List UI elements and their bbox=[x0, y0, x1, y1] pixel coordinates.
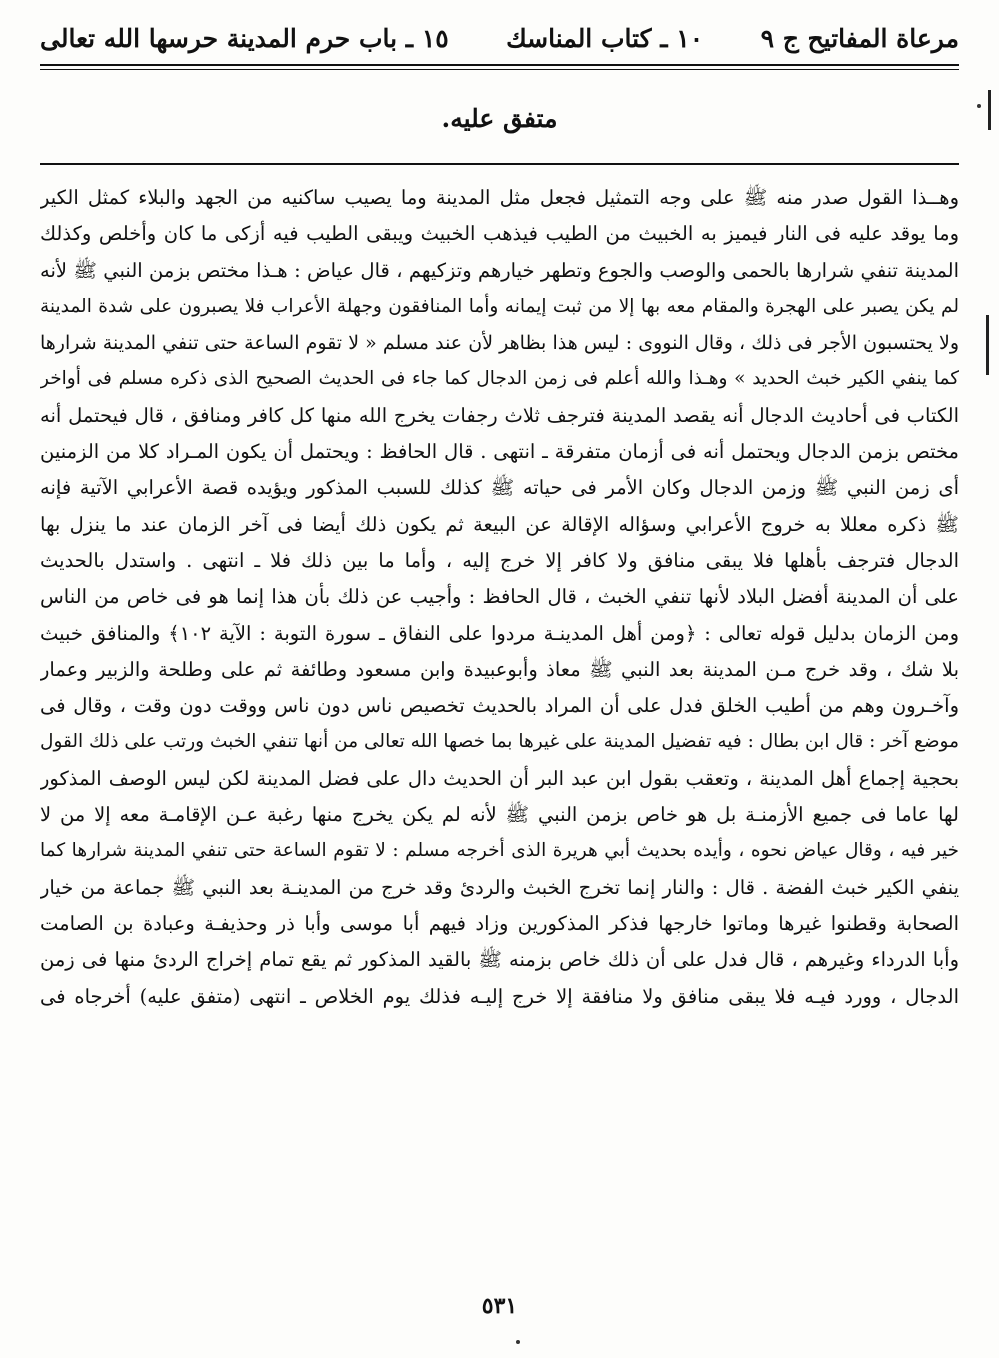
text-line: الصحابة وقطنوا غيرها وماتوا خارجها فذكر المذكورين وزاد فيهم أبا موسى وأبا ذر وحذيفـة وعبادة بن الصامت bbox=[40, 911, 959, 935]
text-line: ﷺ ذكره معللا به خروج الأعرابي وسؤاله الإقالة عن البيعة ثم يكون ذلك أيضا فى آخر الزمان عند ما ينزل بها bbox=[40, 512, 959, 536]
running-header bbox=[40, 18, 959, 58]
text-line: كما ينفي الكير خبث الحديد » وهـذا والله أعلم فى زمن الدجال كما جاء فى الحديث الصحيح الذى ذكره مسلم فى أواخر bbox=[40, 368, 959, 390]
margin-mark bbox=[988, 90, 991, 130]
text-line: وآخـرون وهم من أطيب الخلق فدل على أن المراد بالحديث تخصيص ناس دون ناس ووقت دون وقت ، وقال فى bbox=[40, 694, 959, 718]
text-line: مختص بزمن الدجال ويحتمل أنه فى أزمان متفرقة ـ انتهى . قال الحافظ : ويحتمل أن يكون المـراد كلا من الزمنين bbox=[40, 440, 959, 464]
margin-mark bbox=[986, 315, 989, 375]
text-line: ولا يحتسبون الأجر فى ذلك ، وقال النووى : ليس هذا بظاهر لأن عند مسلم « لا تقوم الساعة حتى تنفي المدينة شرارها bbox=[40, 332, 959, 355]
text-line: لها عاما فى جميع الأزمنـة بل هو خاص بزمن النبي ﷺ لأنه لم يكن يخرج منها رغبة عـن الإقامـة معه إلا من لا bbox=[40, 803, 959, 827]
speck bbox=[977, 104, 981, 108]
text-line: الدجال ، وورد فيـه فلا يبقى منافق ولا منافقة إلا خرج إليـه فذلك يوم الخلاص ـ انتهى (متفق عليه) أخرجاه فى bbox=[40, 984, 959, 1008]
text-line: أى زمن النبي ﷺ وزمن الدجال وكان الأمر فى حياته ﷺ كذلك للسبب المذكور ويؤيده قصة الأعرابي الآتية فإنه bbox=[40, 476, 959, 500]
text-line: موضع آخر : قال ابن بطال : فيه تفضيل المدينة على غيرها بما خصها الله تعالى من أنها تنفي الخبث ورتب على ذلك القول bbox=[40, 731, 959, 753]
text-line: بلا شك ، وقد خرج مـن المدينة بعد النبي ﷺ معاذ وأبوعبيدة وابن مسعود وطائفة ثم على وطلحة والزبير وعمار bbox=[40, 657, 959, 681]
header-book-volume: مرعاة المفاتيح ج ٩ bbox=[760, 23, 959, 53]
text-line: الكتاب فى أحاديث الدجال أنه يقصد المدينة فترجف ثلاث رجفات يخرج الله منها كل كافر ومنافق ، قال فيحتمل أنه bbox=[40, 403, 959, 427]
text-line: على أن المدينة أفضل البلاد لأنها تنفي الخبث ، قال الحافظ : وأجيب عن ذلك بأن هذا إنما هو فى خاص من الناس bbox=[40, 585, 959, 609]
text-line: وأبا الدرداء وغيرهم ، قال فدل على أن ذلك خاص بزمنه ﷺ بالقيد المذكور ثم يقع تمام إخراج الردئ منها فى زمن bbox=[40, 948, 959, 972]
speck bbox=[516, 1340, 520, 1344]
text-line: خير فيه ، وقال عياض نحوه ، وأيده بحديث أبي هريرة الذى أخرجه مسلم : لا تقوم الساعة حتى تنفي المدينة شرارها كما bbox=[40, 840, 959, 862]
text-line: ومن الزمان بدليل قوله تعالى : ﴿ومن أهل المدينـة مردوا على النفاق ـ سورة التوبة : الآية ١٠٢﴾ والمنافق خبيث bbox=[40, 621, 959, 645]
text-line: بحجية إجماع أهل المدينة ، وتعقب بقول ابن عبد البر أن الحديث دال على فضل المدينة لكن ليس الوصف المذكور bbox=[40, 766, 959, 790]
header-chapter: ١٠ ـ كتاب المناسك bbox=[506, 23, 704, 53]
text-line: وهــذا القول صدر منه ﷺ على وجه التمثيل فجعل مثل المدينة وما يصيب ساكنيه من الجهد والبلاء كمثل الكير bbox=[40, 186, 959, 209]
page-number: ٥٣١ bbox=[481, 1293, 518, 1319]
text-line: المدينة تنفي شرارها بالحمى والوصب والجوع وتطهر خيارهم وتزكيهم ، قال عياض : هـذا مختص بزمن النبي ﷺ لأنه bbox=[40, 258, 959, 282]
text-line: ينفي الكير خبث الفضة . قال : والنار إنما تخرج الخبث والردئ وقد خرج من المدينـة بعد النبي ﷺ جماعة من خيار bbox=[40, 875, 959, 899]
commentary-text bbox=[40, 180, 959, 1015]
header-section: ١٥ ـ باب حرم المدينة حرسها الله تعالى bbox=[40, 23, 449, 53]
header-rule bbox=[40, 64, 959, 70]
section-divider-rule bbox=[40, 163, 959, 165]
text-line: لم يكن يصبر على الهجرة والمقام معه بها إلا من ثبت إيمانه وأما المنافقون وجهلة الأعراب فلا يصبرون على شدة المدينة bbox=[40, 295, 959, 317]
text-line: الدجال فترجف بأهلها فلا يبقى منافق ولا كافر إلا خرج إليه ، وأما ما بين ذلك فلا ـ انتهى . واستدل بالحديث bbox=[40, 548, 959, 572]
hadith-source-caption: متفق عليه. bbox=[441, 104, 558, 133]
text-line: وما يوقد عليه فى النار فيميز به الخبيث من الطيب فيذهب الخبيث ويبقى الطيب فيه أزكى ما كان وأخلص وكذلك bbox=[40, 222, 959, 246]
